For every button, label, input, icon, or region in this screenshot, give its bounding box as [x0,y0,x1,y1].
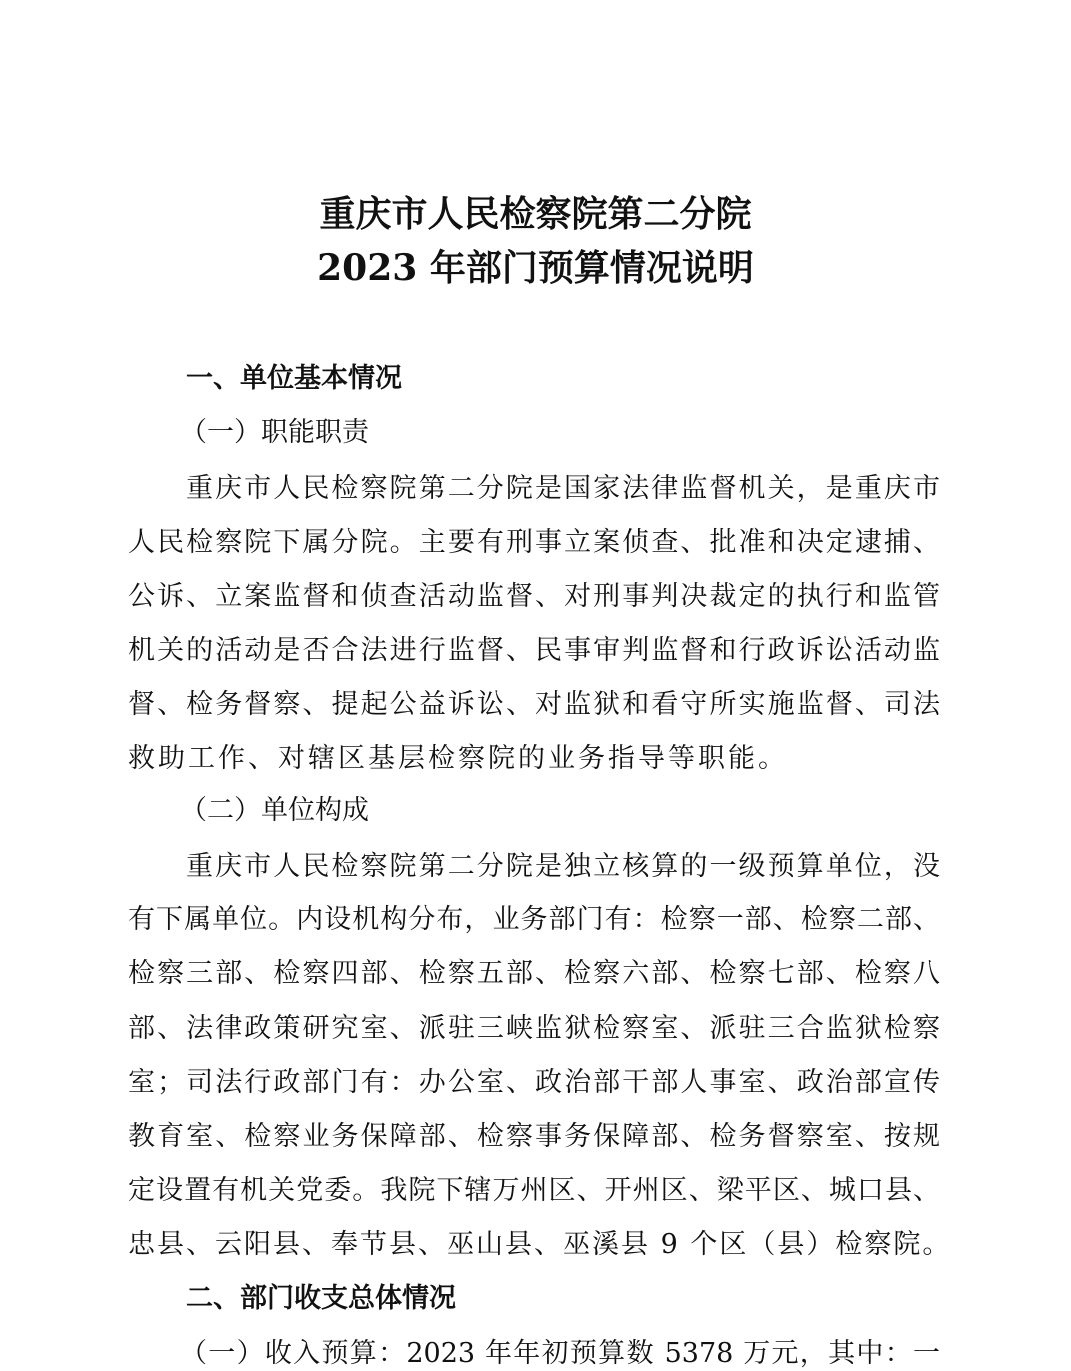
paragraph-line: 检察三部、检察四部、检察五部、检察六部、检察七部、检察八 [128,958,940,989]
paragraph-line: 部、法律政策研究室、派驻三峡监狱检察室、派驻三合监狱检察 [128,1013,940,1044]
paragraph-line: 公诉、立案监督和侦查活动监督、对刑事判决裁定的执行和监管 [128,581,940,612]
subheading-functions: （一）职能职责 [180,417,369,448]
paragraph-line: 救助工作、对辖区基层检察院的业务指导等职能。 [128,743,788,774]
paragraph-line: 有下属单位。内设机构分布，业务部门有：检察一部、检察二部、 [128,904,940,935]
paragraph-line: 人民检察院下属分院。主要有刑事立案侦查、批准和决定逮捕、 [128,527,940,558]
document-title-line-1: 重庆市人民检察院第二分院 [319,193,752,235]
paragraph-line: 室；司法行政部门有：办公室、政治部干部人事室、政治部宣传 [128,1067,940,1098]
paragraph-line: 重庆市人民检察院第二分院是国家法律监督机关，是重庆市 [186,473,940,504]
document-title-line-2: 2023 年部门预算情况说明 [317,247,754,289]
paragraph-line: 教育室、检察业务保障部、检察事务保障部、检务督察室、按规 [128,1121,940,1152]
paragraph-line: 定设置有机关党委。我院下辖万州区、开州区、梁平区、城口县、 [128,1175,940,1206]
paragraph-line: 忠县、云阳县、奉节县、巫山县、巫溪县 9 个区（县）检察院。 [128,1229,952,1260]
paragraph-line: 机关的活动是否合法进行监督、民事审判监督和行政诉讼活动监 [128,635,940,666]
paragraph-line: （一）收入预算：2023 年年初预算数 5378 万元，其中：一 [180,1338,940,1369]
subheading-structure: （二）单位构成 [180,795,369,826]
section-heading-2: 二、部门收支总体情况 [186,1283,456,1314]
paragraph-line: 重庆市人民检察院第二分院是独立核算的一级预算单位，没 [186,851,940,882]
section-heading-1: 一、单位基本情况 [186,363,402,394]
paragraph-line: 督、检务督察、提起公益诉讼、对监狱和看守所实施监督、司法 [128,689,940,720]
